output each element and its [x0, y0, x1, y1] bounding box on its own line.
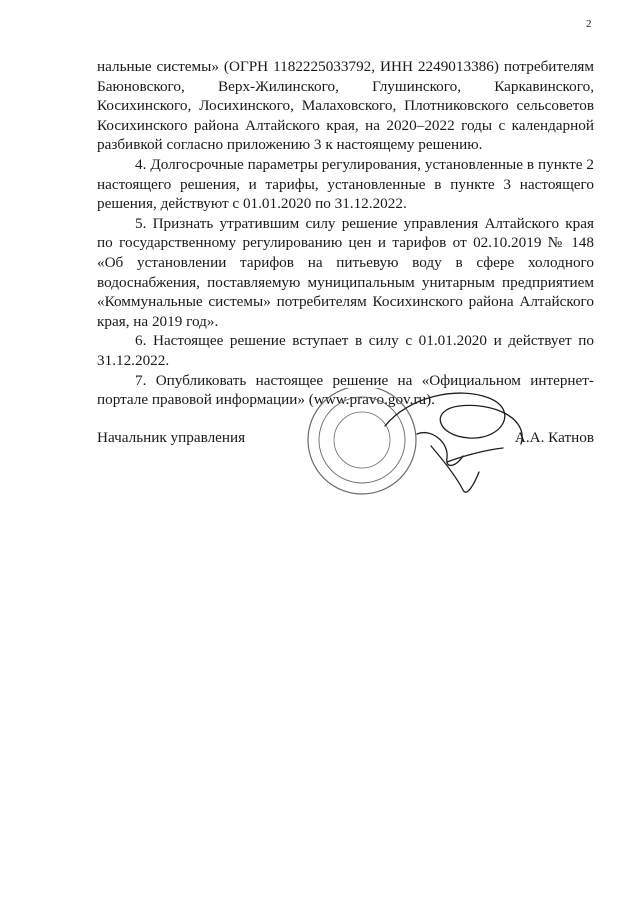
signer-name: А.А. Катнов: [514, 429, 594, 446]
signer-position: Начальник управления: [97, 429, 246, 446]
official-seal: [308, 388, 416, 494]
paragraph-item-7: 7. Опубликовать настоящее решение на «Официальном интернет-портале правовой информации» (www.pravo.gov.ru).: [97, 371, 594, 409]
paragraph-continuation: нальные системы» (ОГРН 1182225033792, ИНН 2249013386) потребителям Баюновского, Верх-Жилинского, Глушинского, Каркавинского, Косихинского, Лосихинского, Малаховского, Плотниковского сельсоветов Косихинского района Алтайского края, на 2020–2022 годы с календарной разбивкой согласно приложению 3 к настоящему решению.: [97, 58, 594, 154]
document-body: [97, 57, 594, 410]
paragraph-item-5: 5. Признать утратившим силу решение управления Алтайского края по государственному регулированию цен и тарифов от 02.10.2019 № 148 «Об установлении тарифов на питьевую воду в сфере холодного водоснабжения, поставляемую муниципальным унитарным предприятием «Коммунальные системы» потребителям Косихинского района Алтайского края, на 2019 год».: [97, 214, 594, 330]
paragraph-item-4: 4. Долгосрочные параметры регулирования, установленные в пункте 2 настоящего решения, и тарифы, установленные в пункте 3 настоящего решения, действуют с 01.01.2020 по 31.12.2022.: [97, 155, 594, 213]
handwritten-signature: [385, 393, 522, 492]
page-number: 2: [586, 18, 592, 30]
paragraph-item-6: 6. Настоящее решение вступает в силу с 01.01.2020 и действует по 31.12.2022.: [97, 332, 594, 369]
seal-signature-graphic: [297, 388, 537, 508]
signature-block: [97, 388, 594, 508]
